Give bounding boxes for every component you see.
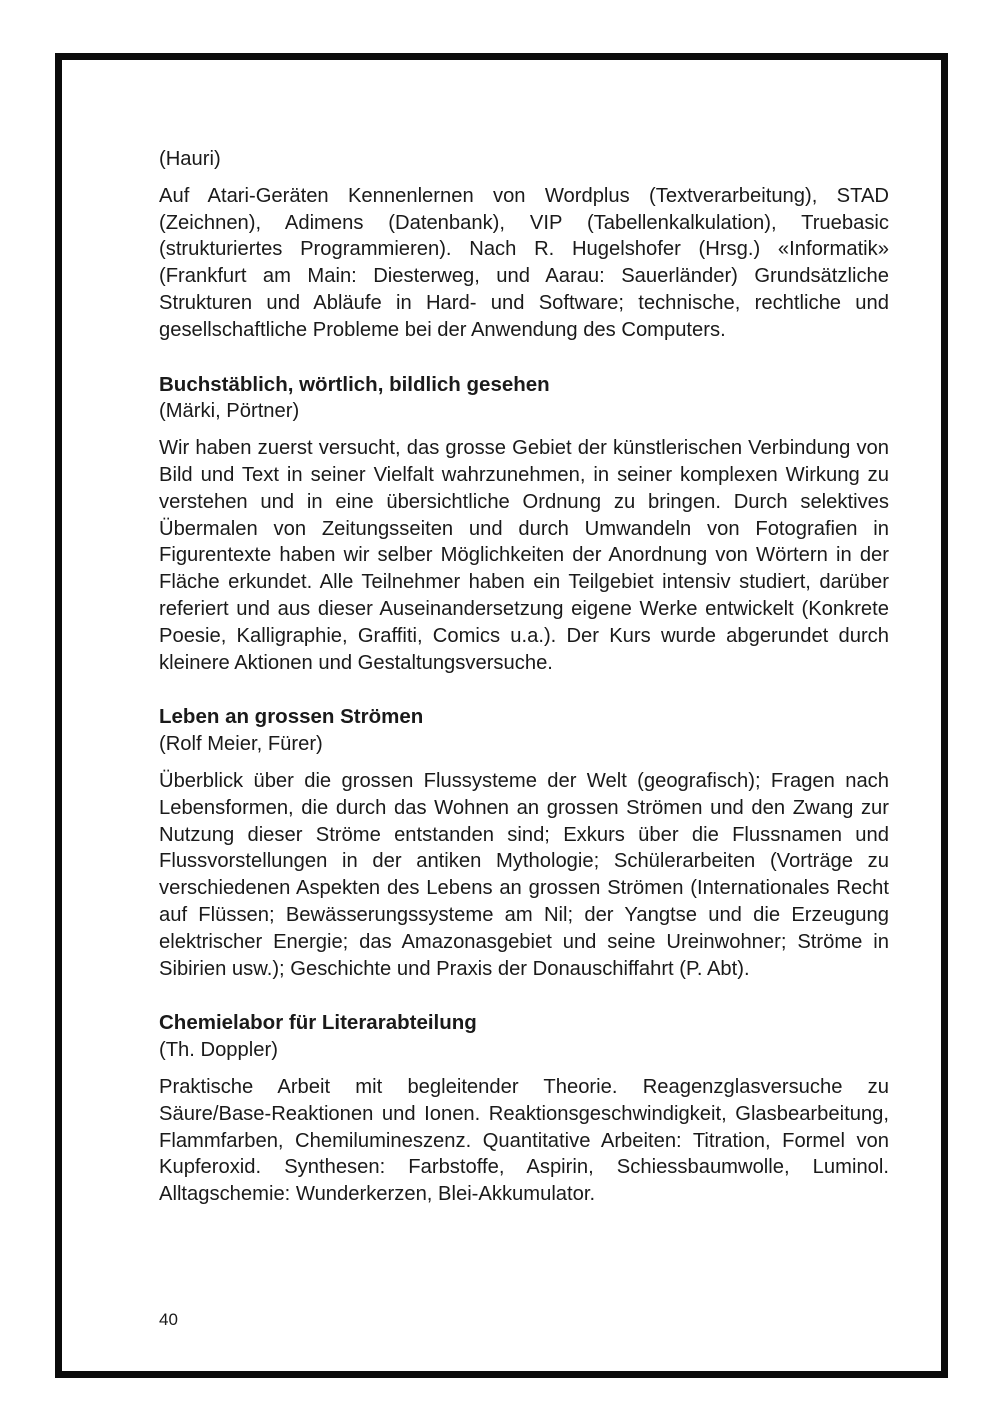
section-title: Buchstäblich, wörtlich, bildlich gesehen — [159, 372, 550, 396]
intro-body: Auf Atari-Geräten Kennenlernen von Wordplus (Textverarbeitung), STAD (Zeichnen), Adimens (Datenbank), VIP (Tabellenkalkulation), Truebasic (strukturiertes Programmieren). Nach R. Hugelshofer (Hrsg.) «Informatik» (Frankfurt am Main: Diesterweg, und Aarau: Sauerländer) Grundsätzliche Strukturen und Abläufe in Hard- und Software; technische, rechtliche und gesellschaftliche Probleme bei der Anwendung des Computers. — [159, 184, 889, 341]
intro-section — [159, 146, 889, 344]
section-body: Praktische Arbeit mit begleitender Theorie. Reagenzglasversuche zu Säure/Base-Reaktionen und Ionen. Reaktionsgeschwindigkeit, Glasbearbeitung, Flammfarben, Chemilumineszenz. Quantitative Arbeiten: Titration, Formel von Kupferoxid. Synthesen: Farbstoffe, Aspirin, Schiessbaumwolle, Luminol. Alltagschemie: Wunderkerzen, Blei-Akkumulator. — [159, 1075, 889, 1206]
section-buchstaeblich — [159, 372, 889, 677]
section-stroeme — [159, 704, 889, 982]
intro-author: (Hauri) — [159, 148, 221, 170]
section-chemielabor — [159, 1010, 889, 1208]
page-content — [159, 146, 889, 1208]
section-title: Leben an grossen Strömen — [159, 705, 424, 729]
section-author: (Märki, Pörtner) — [159, 400, 300, 423]
section-body: Überblick über die grossen Flussysteme der Welt (geografisch); Fragen nach Lebensformen, die durch das Wohnen an grossen Strömen und den Zwang zur Nutzung dieser Ströme entstanden sind; Exkurs über die Flussnamen und Flussvorstellungen in der antiken Mythologie; Schülerarbeiten (Vorträge zu verschiedenen Aspekten des Lebens an grossen Strömen (Internationales Recht auf Flüssen; Bewässerungssysteme am Nil; der Yangtse und die Erzeugung elektrischer Energie; das Amazonasgebiet und seine Ureinwohner; Ströme in Sibirien usw.); Geschichte und Praxis der Donauschiffahrt (P. Abt). — [159, 769, 889, 980]
section-author: (Rolf Meier, Fürer) — [159, 733, 323, 756]
page-number: 40 — [159, 1310, 178, 1329]
section-title: Chemielabor für Literarabteilung — [159, 1011, 477, 1035]
section-body: Wir haben zuerst versucht, das grosse Gebiet der künstlerischen Verbindung von Bild und Text in seiner Vielfalt wahrzunehmen, in seiner komplexen Wirkung zu verstehen und in eine übersichtliche Ordnung zu bringen. Durch selektives Übermalen von Zeitungsseiten und durch Umwandeln von Fotografien in Figurentexte haben wir selber Möglichkeiten der Anordnung von Wörtern in der Fläche erkundet. Alle Teilnehmer haben ein Teilgebiet intensiv studiert, darüber referiert und aus dieser Auseinandersetzung eigene Werke entwickelt (Konkrete Poesie, Kalligraphie, Graffiti, Comics u.a.). Der Kurs wurde abgerundet durch kleinere Aktionen und Gestaltungsversuche. — [159, 437, 889, 674]
document-page — [62, 60, 941, 1371]
section-author: (Th. Doppler) — [159, 1039, 278, 1062]
